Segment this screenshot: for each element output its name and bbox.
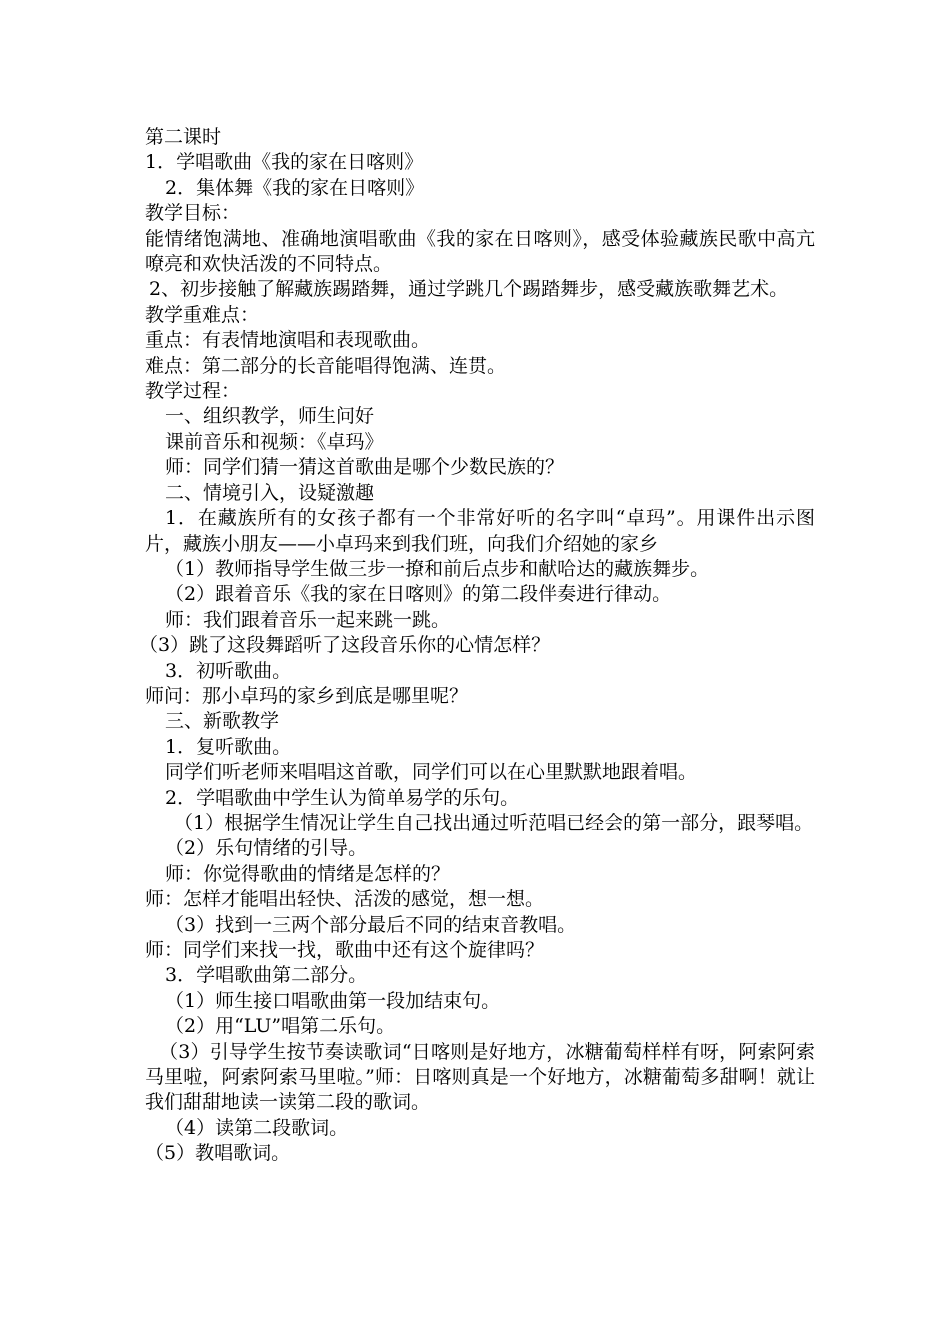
paragraph: 师：同学们来找一找，歌曲中还有这个旋律吗？ [145, 939, 545, 961]
step-heading: 三、新歌教学 [165, 710, 280, 733]
paragraph: 3．初听歌曲。 [165, 659, 292, 682]
lesson-title: 第二课时 [145, 126, 222, 148]
paragraph: （4）读第二段歌词。 [165, 1116, 349, 1139]
paragraph: （2）用“LU”唱第二乐句。 [165, 1015, 396, 1038]
paragraph: （1）教师指导学生做三步一撩和前后点步和献哈达的藏族舞步。 [165, 557, 710, 580]
paragraph: 难点：第二部分的长音能唱得饱满、连贯。 [145, 354, 507, 377]
paragraph: 3．学唱歌曲第二部分。 [165, 964, 368, 987]
document-body [139, 125, 815, 1167]
paragraph: （5）教唱歌词。 [145, 1142, 291, 1165]
paragraph: 同学们听老师来唱唱这首歌，同学们可以在心里默默地跟着唱。 [165, 761, 698, 784]
paragraph: 2．学唱歌曲中学生认为简单易学的乐句。 [165, 786, 520, 809]
paragraph: （1）师生接口唱歌曲第一段加结束句。 [165, 989, 501, 1012]
paragraph: （3）引导学生按节奏读歌词“日喀则是好地方，冰糖葡萄样样有呀，阿索阿索马里啦，阿索阿索马里啦。”师：日喀则真是一个好地方，冰糖葡萄多甜啊！就让我们甜甜地读一读第二段的歌词。 [145, 1040, 815, 1114]
section-heading: 教学目标： [145, 202, 241, 225]
paragraph: 重点：有表情地演唱和表现歌曲。 [145, 329, 431, 352]
paragraph: 师：你觉得歌曲的情绪是怎样的？ [165, 862, 451, 885]
paragraph: 师：我们跟着音乐一起来跳一跳。 [165, 608, 451, 631]
paragraph: 师：怎样才能唱出轻快、活泼的感觉，想一想。 [145, 888, 545, 911]
paragraph: 课前音乐和视频：《卓玛》 [165, 430, 384, 453]
lesson-item: 1．学唱歌曲《我的家在日喀则》 [145, 151, 424, 174]
paragraph: （3）找到一三两个部分最后不同的结束音教唱。 [165, 913, 577, 936]
paragraph: 师：同学们猜一猜这首歌曲是哪个少数民族的？ [165, 456, 565, 479]
paragraph: 师问：那小卓玛的家乡到底是哪里呢？ [145, 684, 469, 707]
paragraph: （2）乐句情绪的引导。 [165, 837, 368, 860]
paragraph: 2、初步接触了解藏族踢踏舞，通过学跳几个踢踏舞步，感受藏族歌舞艺术。 [149, 278, 789, 301]
paragraph: （3）跳了这段舞蹈听了这段音乐你的心情怎样？ [139, 634, 551, 657]
paragraph: （2）跟着音乐《我的家在日喀则》的第二段伴奏进行律动。 [165, 583, 672, 606]
section-heading: 教学过程： [145, 380, 241, 403]
paragraph: 1．复听歌曲。 [165, 735, 292, 758]
paragraph: 能情绪饱满地、准确地演唱歌曲《我的家在日喀则》，感受体验藏族民歌中高亢嘹亮和欢快活泼的不同特点。 [145, 227, 815, 276]
paragraph: 1．在藏族所有的女孩子都有一个非常好听的名字叫“卓玛”。用课件出示图片，藏族小朋友——小卓玛来到我们班，向我们介绍她的家乡 [145, 507, 815, 555]
step-heading: 二、情境引入，设疑激趣 [165, 481, 375, 504]
section-heading: 教学重难点： [145, 303, 260, 326]
lesson-item: 2．集体舞《我的家在日喀则》 [165, 176, 425, 199]
step-heading: 一、组织教学，师生问好 [165, 405, 375, 428]
paragraph: （1）根据学生情况让学生自己找出通过听范唱已经会的第一部分，跟琴唱。 [174, 811, 814, 834]
